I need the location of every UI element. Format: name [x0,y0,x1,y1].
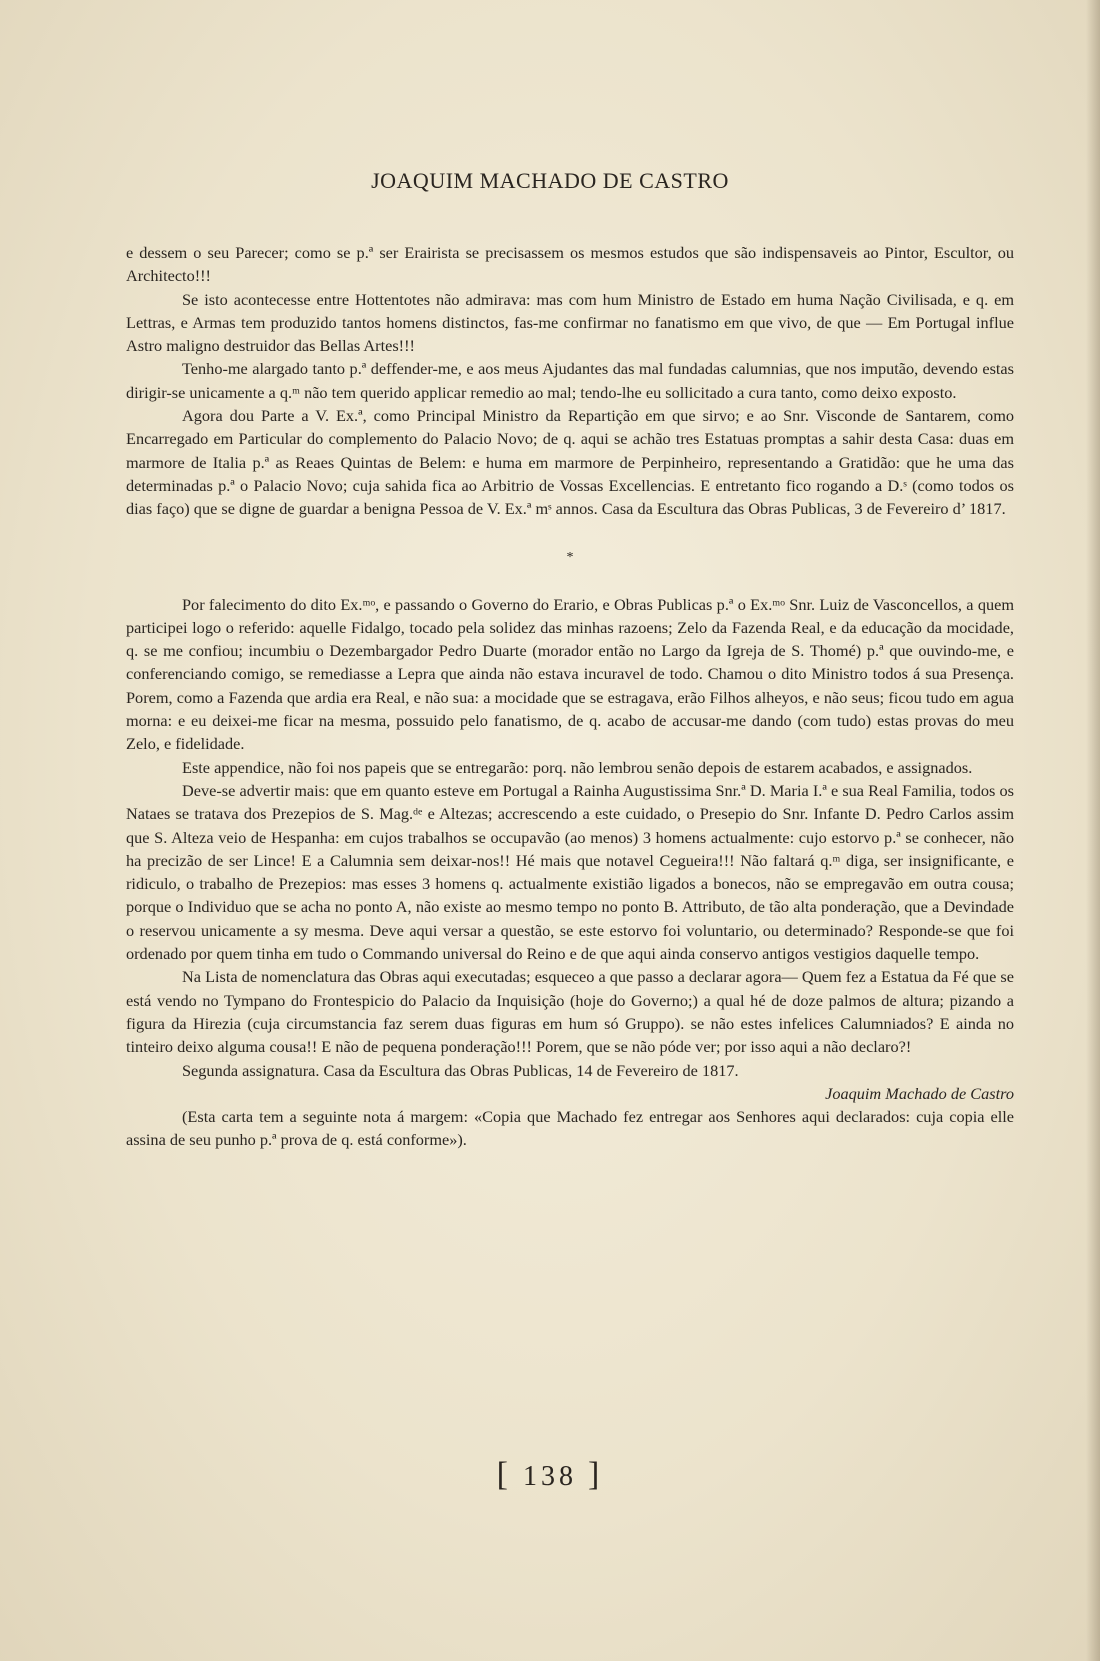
bracket-left: [ [496,1456,512,1493]
page-number-value: 138 [523,1461,577,1492]
signature: Joaquim Machado de Castro [825,1083,1014,1103]
paragraph: e dessem o seu Parecer; como se p.ª ser Erairista se precisassem os mesmos estudos que são indispensaveis ao Pintor, Escultor, ou Architecto!!! [126,243,1014,286]
bracket-right: ] [588,1456,604,1493]
paragraph: Tenho-me alargado tanto p.ª deffender-me, e aos meus Ajudantes das mal fundadas calumnias, que nos imputão, devendo estas dirigir-se unicamente a q.ᵐ não tem querido applicar remedio ao mal; tendo-lhe eu sollicitado a cura tanto, como deixo exposto. [126,359,1014,402]
page-number [0,1456,1100,1494]
paragraph: Segunda assignatura. Casa da Escultura das Obras Publicas, 14 de Fevereiro de 1817. [182,1060,739,1080]
paragraph: Agora dou Parte a V. Ex.ª, como Principal Ministro da Repartição em que sirvo; e ao Snr. Visconde de Santarem, como Encarregado em Particular do complemento do Palacio Novo; de q. aqui se achão tres Estatuas promptas a sahir desta Casa: duas em marmore de Italia p.ª as Reaes Quintas de Belem: e huma em marmore de Perpinheiro, representando a Gratidão: que he uma das determinadas p.ª o Palacio Novo; cuja sahida fica ao Arbitrio de Vossas Excellencias. E entretanto fico rogando a D.ˢ (como todos os dias faço) que se digne de guardar a benigna Pessoa de V. Ex.ª mˢ annos. Casa da Escultura das Obras Publicas, 3 de Fevereiro d’ 1817. [126,406,1014,519]
paragraph: Por falecimento do dito Ex.ᵐᵒ, e passando o Governo do Erario, e Obras Publicas p.ª o Ex.ᵐᵒ Snr. Luiz de Vasconcellos, a quem participei logo o referido: aquelle Fidalgo, tocado pela solidez das minhas razoens; Zelo da Fazenda Real, e da educação da mocidade, q. se me confiou; incumbiu o Dezembargador Pedro Duarte (morador então no Largo da Igreja de S. Thomé) p.ª que ouvindo-me, e conferenciando comigo, se remediasse a Lepra que ainda não estava incuravel de todo. Chamou o dito Ministro todos á sua Presença. Porem, como a Fazenda que ardia era Real, e não sua: a mocidade que se estragava, erão Filhos alheyos, e não seus; ficou tudo em agua morna: e eu deixei-me ficar na mesma, possuido pelo fanatismo, de q. acabo de accusar-me dando (com tudo) estas provas do meu Zelo, e fidelidade. [126,594,1014,754]
paragraph: Se isto acontecesse entre Hottentotes não admirava: mas com hum Ministro de Estado em huma Nação Civilisada, e q. em Lettras, e Armas tem produzido tantos homens distinctos, fas-me confirmar no fanatismo em que vivo, de que — Em Portugal influe Astro maligno destruidor das Bellas Artes!!! [126,289,1014,356]
page-edge-shadow [1086,0,1100,1661]
section-separator: * [566,549,574,565]
paragraph: Na Lista de nomenclatura das Obras aqui executadas; esqueceo a que passo a declarar agora— Quem fez a Estatua da Fé que se está vendo no Tympano do Frontespicio do Palacio da Inquisição (hoje do Governo;) a qual hé de doze palmos de altura; pizando a figura da Hirezia (cuja circumstancia faz serem duas figuras em hum só Gruppo). se não estes infelices Calumniados? E ainda no tinteiro deixo alguma cousa!! E não de pequena ponderação!!! Porem, que se não póde ver; por isso aqui a não declaro?! [126,967,1014,1057]
margin-note: (Esta carta tem a seguinte nota á margem: «Copia que Machado fez entregar aos Senhores aqui declarados: cuja copia elle assina de seu punho p.ª prova de q. está conforme»). [126,1107,1014,1150]
running-header: JOAQUIM MACHADO DE CASTRO [371,168,729,193]
paragraph: Este appendice, não foi nos papeis que se entregarão: porq. não lembrou senão depois de estarem acabados, e assignados. [182,757,973,777]
page-body [126,241,1014,1152]
paragraph: Deve-se advertir mais: que em quanto esteve em Portugal a Rainha Augustissima Snr.ª D. Maria I.ª e sua Real Familia, todos os Nataes se tratava dos Prezepios de S. Mag.ᵈᵉ e Altezas; accrescendo a este cuidado, o Presepio do Snr. Infante D. Pedro Carlos assim que S. Alteza veio de Hespanha: em cujos trabalhos se occupavão (ao menos) 3 homens actualmente: cujo estorvo p.ª se conhecer, não ha precizão de ser Lince! E a Calumnia sem deixar-nos!! Hé mais que notavel Cegueira!!! Não faltará q.ᵐ diga, ser insignificante, e ridiculo, o trabalho de Prezepios: mas esses 3 homens q. actualmente existião ligados a bonecos, não se empregavão em outra cousa; porque o Individuo que se acha no ponto A, não existe ao mesmo tempo no ponto B. Attributo, de tão alta ponderação, que a Devindade o reservou unicamente a sy mesma. Deve aqui versar a questão, se este estorvo foi voluntario, ou determinado? Responde-se que foi ordenado por quem tinha em tudo o Commando universal do Reino e de que aqui ainda conservo antigos vestigios daquelle tempo. [126,780,1014,964]
